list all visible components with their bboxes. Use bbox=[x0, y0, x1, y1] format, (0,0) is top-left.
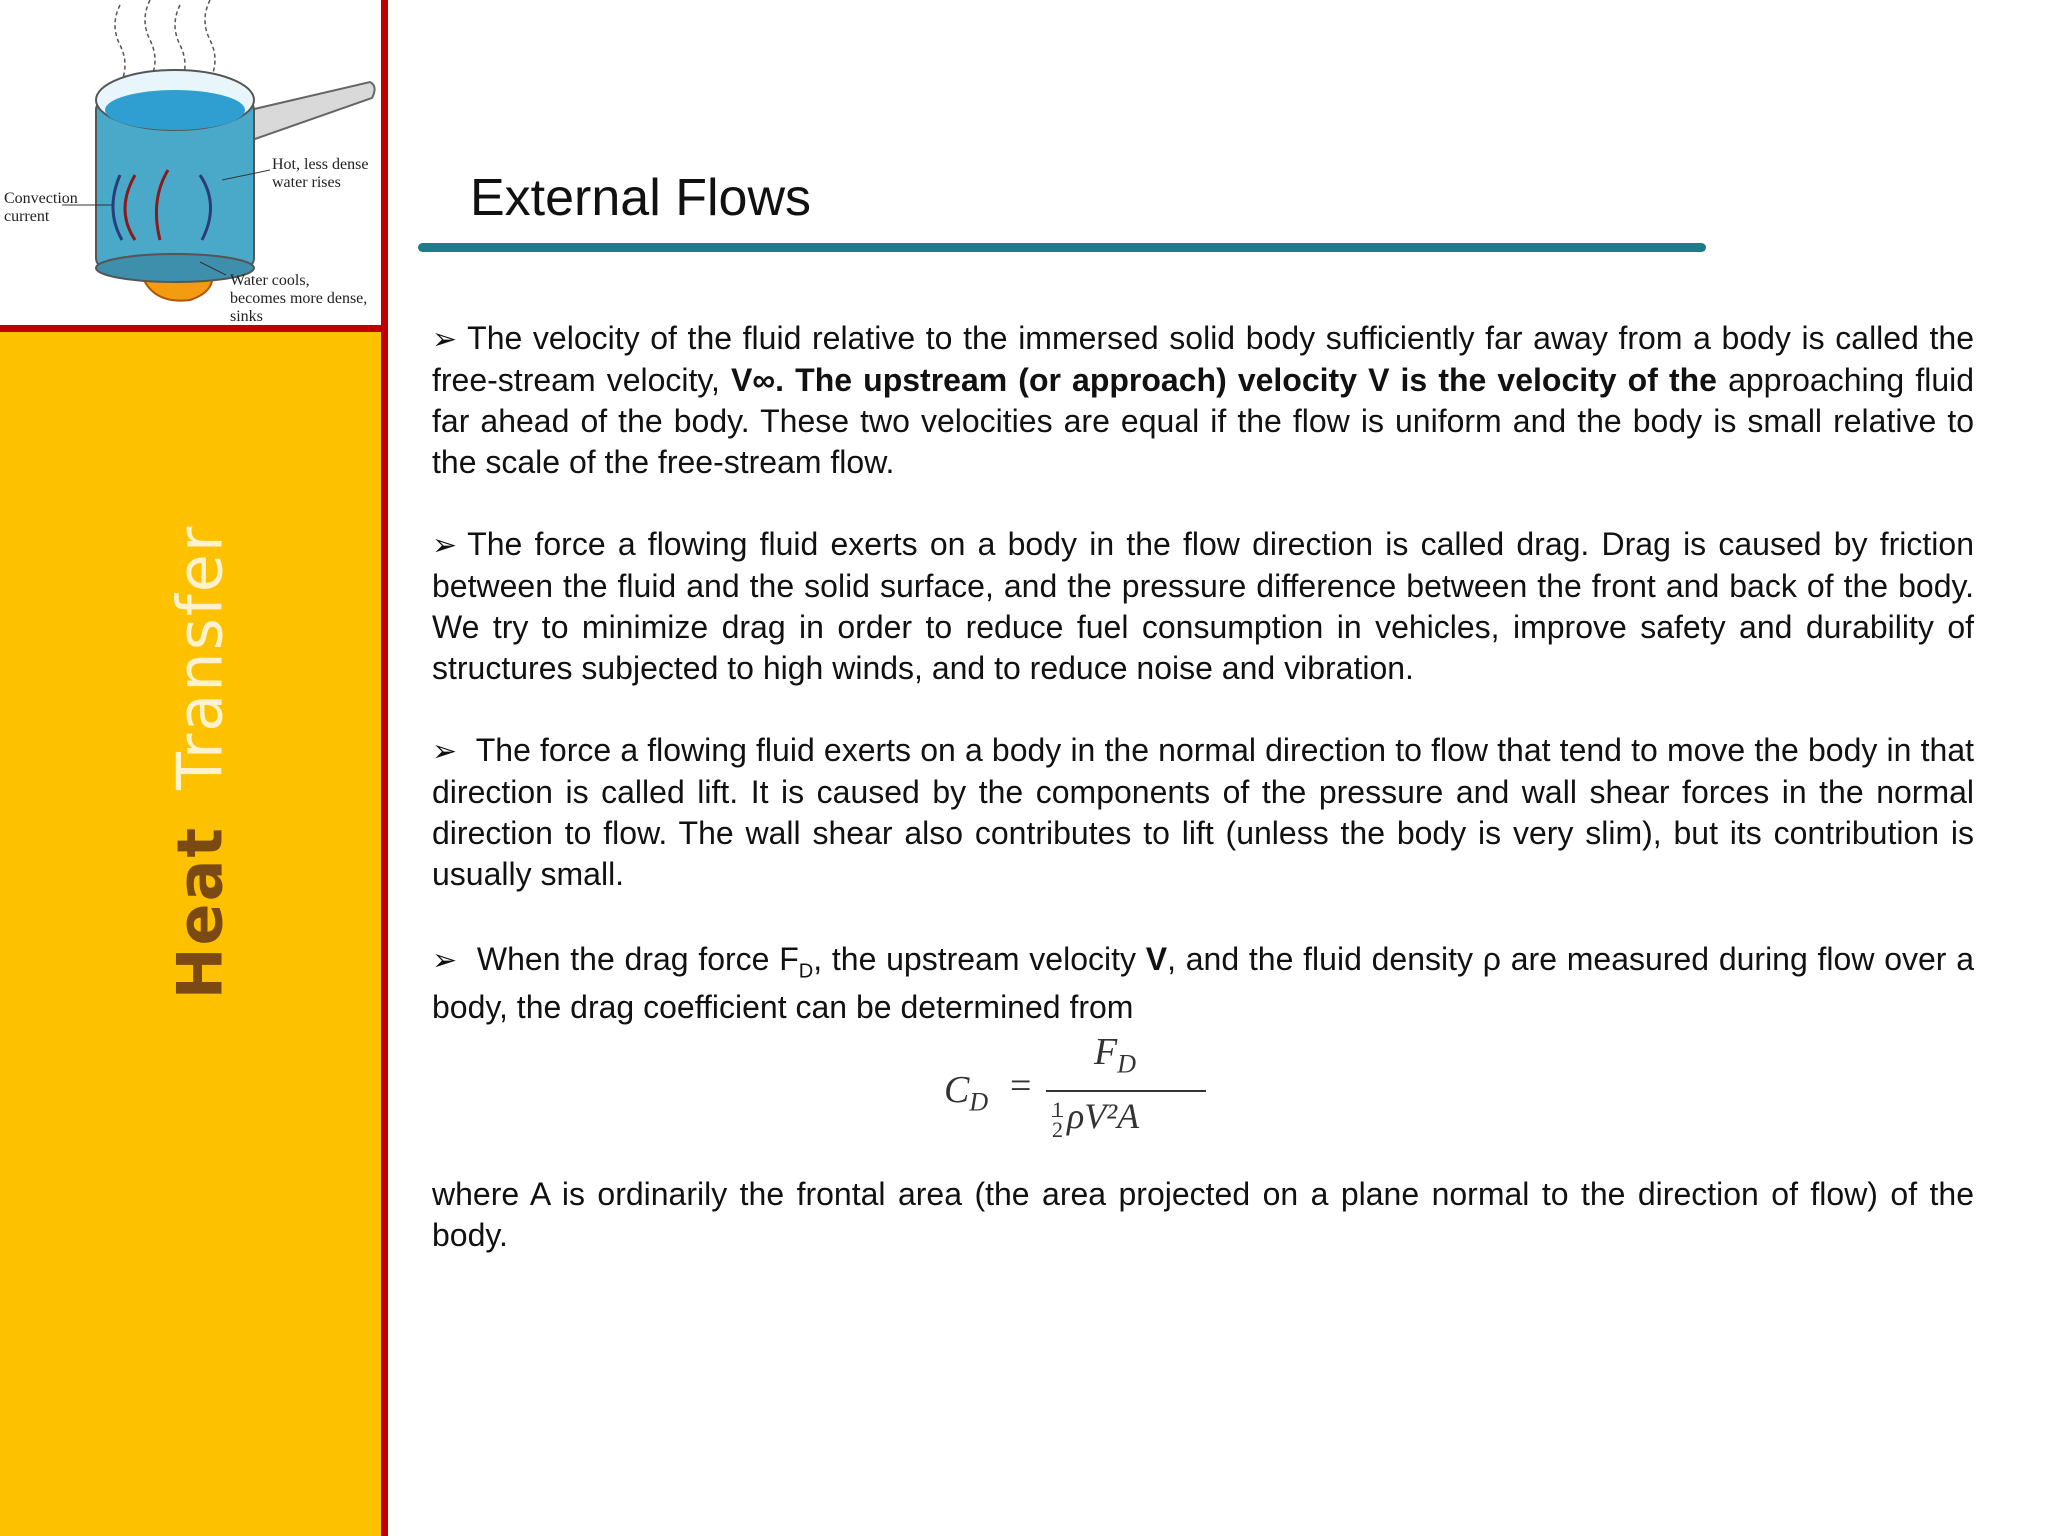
paragraph-lift: ➢ The force a flowing fluid exerts on a body in the normal direction to flow that tend to move the body in that direction is called lift. It is caused by the components of the pressure and wall shear forces in the normal direction to flow. The wall shear also contributes to lift (unless the body is very slim), but its contribution is usually small. bbox=[432, 732, 1974, 892]
equation-denominator: $\frac{1}{2} \rho V^2A$ bbox=[1052, 1096, 1140, 1142]
sidebar-title-transfer: Transfer bbox=[163, 524, 237, 790]
slide-content bbox=[432, 318, 1974, 1297]
hot-water-label: Hot, less dense water rises bbox=[272, 156, 369, 191]
paragraph-drag: ➢ The force a flowing fluid exerts on a body in the flow direction is called drag. Drag is caused by friction between the fluid and the solid surface, and the pressure difference between the front and back of the body. We try to minimize drag in order to reduce fuel consumption in vehicles, improve safety and durability of structures subjected to high winds, and to reduce noise and vibration. bbox=[432, 526, 1974, 686]
slide-title: External Flows bbox=[470, 169, 811, 227]
equation-lhs: $C_D$ bbox=[944, 1069, 989, 1117]
illustration-panel bbox=[0, 0, 388, 332]
fraction-bar bbox=[1046, 1090, 1206, 1092]
drag-coefficient-equation bbox=[432, 1031, 1974, 1150]
bullet-arrow-icon: ➢ bbox=[432, 323, 458, 356]
bullet-arrow-icon: ➢ bbox=[432, 944, 458, 977]
equation-equals: = bbox=[1010, 1065, 1032, 1107]
bullet-arrow-icon: ➢ bbox=[432, 529, 458, 562]
convection-label: Convection current bbox=[4, 190, 78, 225]
paragraph-frontal-area: where A is ordinarily the frontal area (the area projected on a plane normal to the direction of flow) of the body. bbox=[432, 1176, 1974, 1253]
sidebar-title bbox=[164, 525, 237, 1000]
sidebar-title-heat: Heat bbox=[163, 825, 237, 1000]
paragraph-free-stream: ➢ The velocity of the fluid relative to the immersed solid body sufficiently far away from a body is called the free-stream velocity, V∞. The upstream (or approach) velocity V is the velocity of the approaching fluid far ahead of the body. These two velocities are equal if the flow is uniform and the body is small relative to the scale of the free-stream flow. bbox=[432, 320, 1975, 480]
bullet-arrow-icon: ➢ bbox=[432, 735, 458, 768]
equation-numerator: $F_D$ bbox=[1094, 1031, 1136, 1079]
paragraph-drag-coefficient: ➢ When the drag force $F_D$, the upstream velocity V, and the fluid density ρ are measured during flow over a body, the drag coefficient can be determined from bbox=[432, 941, 1975, 1025]
title-underline bbox=[418, 243, 1706, 252]
cool-water-label: Water cools, becomes more dense, sinks bbox=[230, 272, 368, 325]
